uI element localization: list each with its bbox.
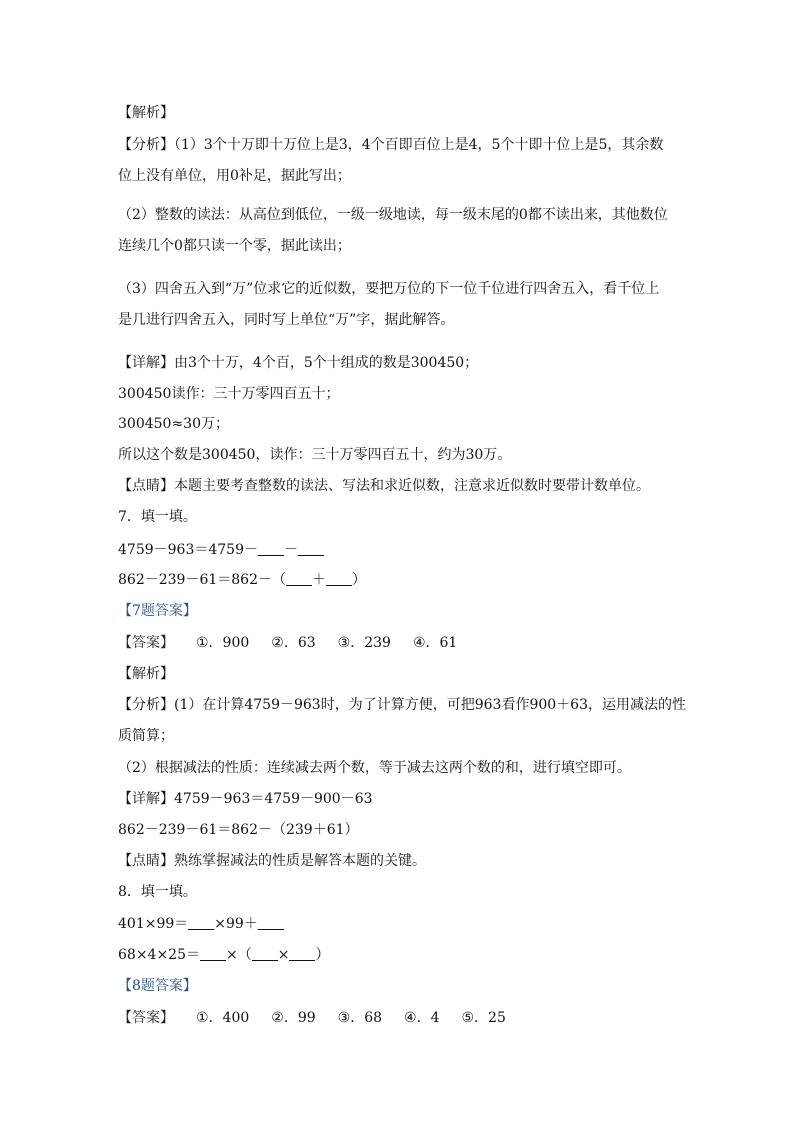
question-7-line-2: 862－239－61＝862－（ ＋ ） [118,572,366,588]
question-8-title: 8．填一填。 [118,884,197,900]
answer-label: 【答案】 [118,635,174,651]
analysis-text: 质简算； [118,728,174,744]
answer-blank[interactable] [188,915,214,930]
question-8-line-2: 68×4×25＝ ×（ × ） [118,947,330,963]
answer-key-heading: 【7题答案】 [118,603,197,619]
answer-blank[interactable] [258,915,284,930]
answer-label: 【答案】 [118,1010,174,1026]
question-8-line-1: 401×99＝ ×99＋ [118,914,284,934]
question-7-line-1: 4759－963＝4759－ － [118,540,324,560]
comment-text: 【点睛】熟练掌握减法的性质是解答本题的关键。 [118,853,426,869]
answer-item: ④．4 [404,1010,440,1026]
answer-row [118,633,457,653]
answer-row [118,1008,506,1028]
analysis-text: 位上没有单位，用0补足，据此写出； [118,168,351,184]
question-7-title: 7．填一填。 [118,509,197,525]
answer-blank[interactable] [298,541,324,556]
analysis-text: 连续几个0都只读一个零，据此读出； [118,238,351,254]
detail-text: 300450读作：三十万零四百五十； [118,386,340,402]
analysis-text: 是几进行四舍五入，同时写上单位“万”字，据此解答。 [118,312,455,328]
analysis-text: （2）整数的读法：从高位到低位，一级一级地读，每一级末尾的0都不读出来，其他数位 [118,207,668,223]
answer-blank[interactable] [200,946,226,961]
detail-text: 862－239－61＝862－（239＋61） [118,822,359,838]
answer-blank[interactable] [286,571,312,586]
answer-item: ③．239 [337,635,391,651]
analysis-text: 【分析】（1）3个十万即十万位上是3，4个百即百位上是4，5个十即十位上是5，其余数 [118,137,664,153]
analysis-text: 【分析】(1）在计算4759－963时，为了计算方便，可把963看作900＋63，运用减法的性 [118,697,686,713]
answer-item: ④．61 [412,635,458,651]
analysis-text: （3）四舍五入到“万”位求它的近似数，要把万位的下一位千位进行四舍五入，看千位上 [118,281,660,297]
answer-item: ⑤．25 [461,1010,506,1026]
answer-item: ②．63 [271,635,316,651]
comment-text: 【点睛】本题主要考查整数的读法、写法和求近似数，注意求近似数时要带计数单位。 [118,478,650,494]
detail-text: 【详解】由3个十万，4个百，5个十组成的数是300450； [118,355,479,371]
answer-blank[interactable] [289,946,315,961]
answer-item: ①．400 [196,1010,250,1026]
analysis-text: （2）根据减法的性质：连续减去两个数，等于减去这两个数的和，进行填空即可。 [118,760,631,776]
answer-key-heading: 【8题答案】 [118,978,197,994]
answer-item: ③．68 [337,1010,383,1026]
answer-blank[interactable] [258,541,284,556]
detail-text: 300450≈30万； [118,416,229,432]
detail-text: 【详解】4759－963＝4759－900－63 [118,791,373,807]
analysis-heading: 【解析】 [118,105,174,121]
analysis-heading: 【解析】 [118,666,174,682]
answer-item: ①．900 [196,635,250,651]
answer-blank[interactable] [252,946,278,961]
answer-blank[interactable] [326,571,352,586]
answer-item: ②．99 [271,1010,316,1026]
detail-text: 所以这个数是300450，读作：三十万零四百五十，约为30万。 [118,447,512,463]
